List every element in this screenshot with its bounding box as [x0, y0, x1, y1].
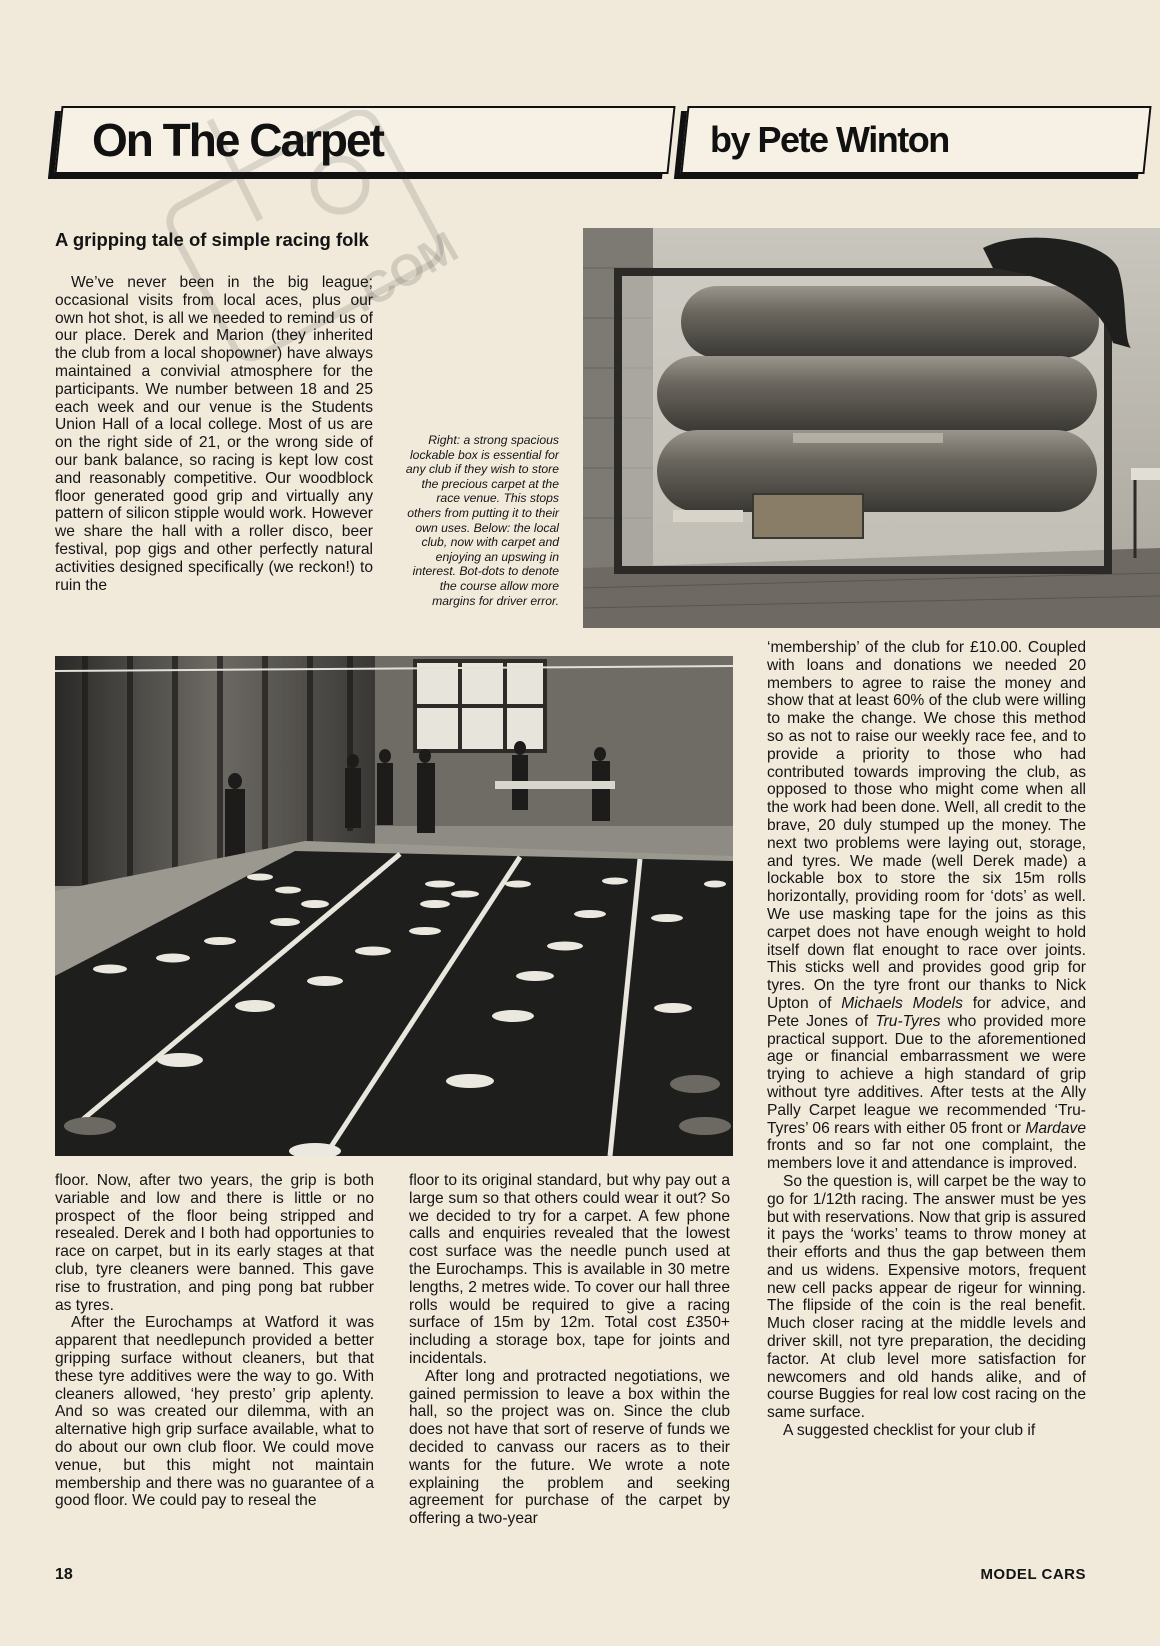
shop-name: Tru-Tyres	[875, 1012, 941, 1030]
text-run: who provided more practical support. Due to the aforementioned age or financial embarrassment we were trying to achieve a high standard of grip without tyre additives. After tests at the Ally Pally Carpet league we recommended ‘Tru-Tyres’ 06 rears with either 05 front or	[767, 1012, 1086, 1137]
article-author: by Pete Winton	[710, 119, 949, 160]
shop-name: Michaels Models	[841, 994, 963, 1012]
paragraph: We’ve never been in the big league; occasional visits from local aces, plus our own hot shot, is all we needed to remind us of our place. Derek and Marion (they inherited the club from a local shopowner) have always maintained a convivial atmosphere for the participants. We number between 18 and 25 each week and our venue is the Students Union Hall of a local college. Most of us are on the right side of 21, or the wrong side of our bank balance, so racing is kept low cost and reasonably competitive. Our woodblock floor generated good grip and virtually any pattern of silicon stipple would work. However we share the hall with a roller disco, beer festival, pop gigs and other perfectly natural activities designed specifically (we reckon!) to ruin the	[55, 274, 373, 594]
paragraph: A suggested checklist for your club if	[783, 1422, 1036, 1440]
article-title: On The Carpet	[92, 114, 383, 166]
photo-caption: Right: a strong spacious lockable box is essential for any club if they wish to store the precious carpet at the race venue. This stops others from putting it to their own uses. Below: the local club, now with carpet and enjoying an upswing in interest. Bot-dots to denote the course allow more margins for driver error.	[405, 433, 559, 608]
paragraph: So the question is, will carpet be the way to go for 1/12th racing. The answer must be yes but with reservations. Now that grip is assured it pays the ‘works’ teams to throw money at their efforts and thus the gap between them and us widens. Expensive motors, frequent new cell packs appear de rigeur for winning. The flipside of the coin is the real benefit. Much closer racing at the middle levels and driver skill, not tyre preparation, the deciding factor. At club level more satisfaction for newcomers and old hands alike, and of course Buggies for real low cost racing on the same surface.	[767, 1172, 1086, 1422]
text-column-2	[55, 1172, 374, 1510]
paragraph	[767, 639, 1086, 1173]
paragraph: floor. Now, after two years, the grip is both variable and low and there is little or no prospect of the floor being stripped and resealed. Derek and I both had opportunies to race on carpet, but in its early stages at that club, tyre cleaners were banned. This gave rise to frustration, and ping pong bat rubber as tyres.	[55, 1172, 374, 1314]
paragraph: After the Eurochamps at Watford it was apparent that needlepunch provided a better gripping surface without cleaners, but that these tyre additives were the way to go. With cleaners allowed, ‘hey presto’ grip aplenty. And so was created our dilemma, with an alternative high grip surface available, what to do about our own club floor. We could move venue, but this might not maintain membership and there was no guarantee of a good floor. We could pay to reseal the	[55, 1314, 374, 1510]
text-column-4	[767, 639, 1086, 1440]
text-run: ‘membership’ of the club for £10.00. Coupled with loans and donations we needed 20 members to agree to raise the money and show that at least 60% of the club were willing to make the change. We chose this method so as not to raise our weekly race fee, and to provide a priority to those who had contributed towards improving the club, as opposed to those who might come when all the work had been done. Well, all credit to the brave, 20 duly stumped up the money. The next two problems were laying out, storage, and tyres. We made (well Derek made) a lockable box to store the six 15m rolls horizontally, providing room for ‘dots’ as well. We use masking tape for the joins as this carpet does not have enough weight to hold itself down flat enought to race over joints. This sticks well and provides good grip for tyres. On the tyre front our thanks to Nick Upton of	[767, 639, 1086, 1012]
text-run: for advice, and Pete Jones of	[767, 994, 1086, 1030]
text-run: fronts and so far not one complaint, the members love it and attendance is improved.	[767, 1137, 1086, 1173]
brand-name: Mardave	[1025, 1119, 1086, 1137]
page-number: 18	[55, 1566, 73, 1583]
text-column-3	[409, 1172, 730, 1528]
watermark-text: .COM	[342, 222, 467, 323]
paragraph: floor to its original standard, but why pay out a large sum so that others could wear it out? So we decided to try for a carpet. A few phone calls and enquiries revealed that the lowest cost surface was the needle punch used at the Eurochamps. This is available in 30 metre lengths, 2 metres wide. To cover our hall three rolls would be required to give a racing surface of 15m by 12m. Total cost £350+ including a storage box, tape for joints and incidentals.	[409, 1172, 730, 1367]
paragraph: After long and protracted negotiations, we gained permission to leave a box within the hall, so the project was on. Since the club does not have that sort of reserve of funds we decided to canvass our racers as to their wants for the future. We wrote a note explaining the problem and seeking agreement for purchase of the carpet by offering a two-year	[409, 1367, 730, 1528]
magazine-name: MODEL CARS	[980, 1566, 1086, 1583]
photo-storage-box	[583, 228, 1160, 628]
text-column-1	[55, 274, 373, 594]
photo-club-hall	[55, 656, 733, 1156]
subhead: A gripping tale of simple racing folk	[55, 229, 369, 250]
author-banner	[680, 106, 1151, 174]
title-banner	[54, 106, 675, 174]
